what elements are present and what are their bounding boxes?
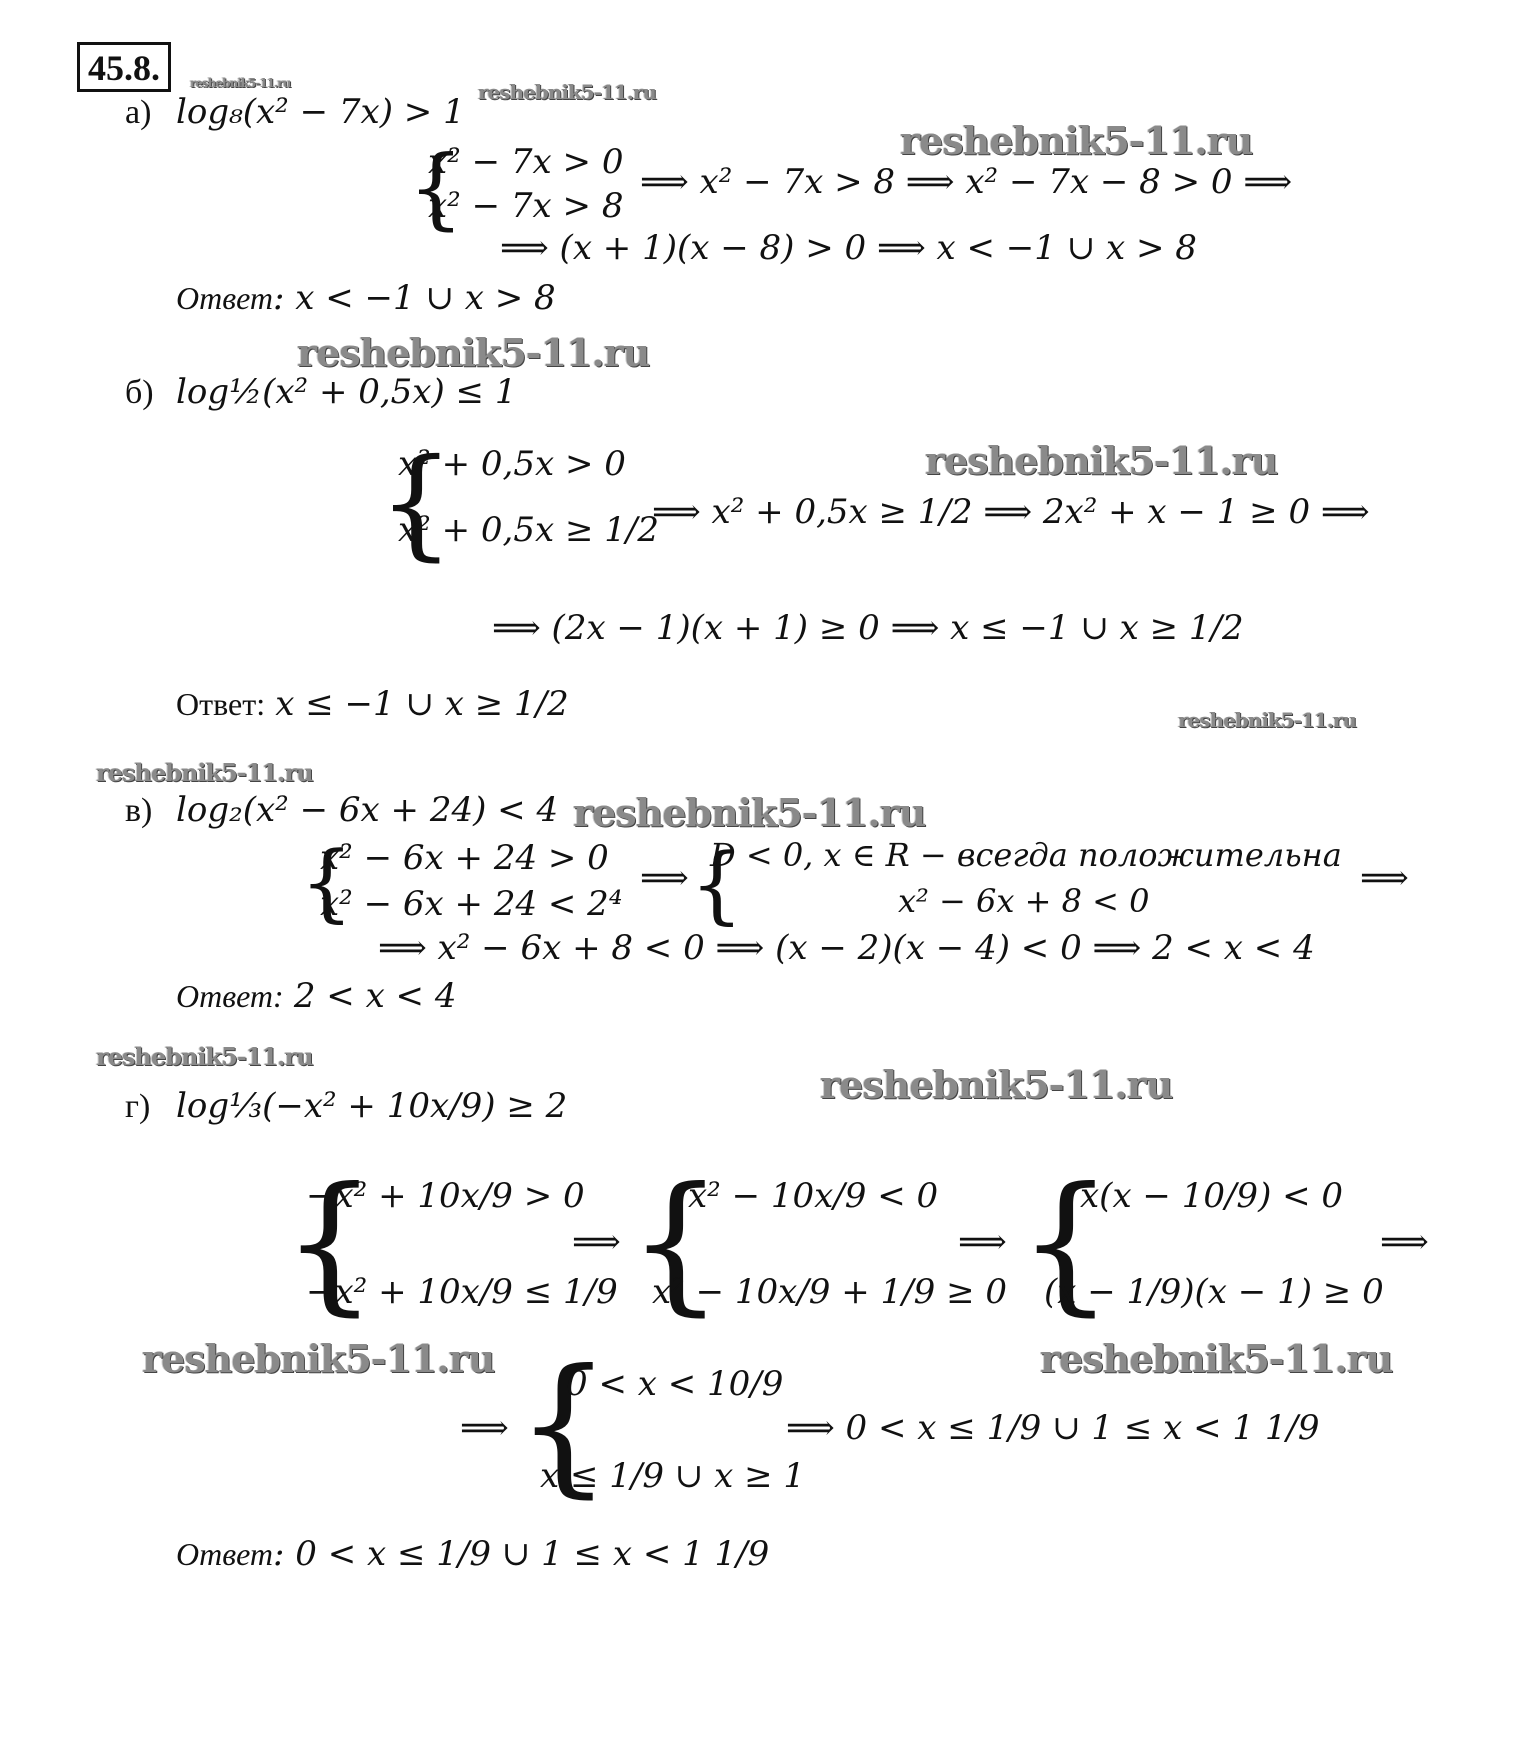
answer-value: 2 < x < 4 [293, 976, 457, 1016]
part-v-answer [176, 976, 456, 1016]
part-b-system-line-2: x² + 0,5x ≥ 1/2 [398, 510, 659, 550]
part-a-system-line-2: x² − 7x > 8 [428, 186, 624, 226]
part-v-step-1: ⟹ x² − 6x + 8 < 0 ⟹ (x − 2)(x − 4) < 0 ⟹ 2 < x < 4 [378, 928, 1315, 968]
system-brace: { [408, 136, 464, 239]
implies-sign: ⟹ [1360, 858, 1409, 898]
watermark: reshebnik5-11.ru [96, 1042, 313, 1071]
part-g-statement: log⅓(−x² + 10x/9) ≥ 2 [176, 1086, 568, 1126]
watermark: reshebnik5-11.ru [142, 1336, 495, 1381]
part-v-system-line-1: x² − 6x + 24 > 0 [320, 838, 609, 878]
system-brace: { [690, 835, 744, 933]
implies-sign: ⟹ [958, 1222, 1007, 1262]
answer-value: : 0 < x ≤ 1/9 ∪ 1 ≤ x < 1 1/9 [273, 1534, 770, 1574]
part-b-answer [176, 684, 569, 724]
part-g-system-d-line-2: x ≤ 1/9 ∪ x ≥ 1 [540, 1456, 806, 1496]
system-brace: { [282, 1156, 378, 1330]
system-brace: { [516, 1338, 612, 1512]
part-a-step-1: ⟹ x² − 7x > 8 ⟹ x² − 7x − 8 > 0 ⟹ [640, 162, 1293, 202]
system-brace: { [378, 434, 455, 573]
implies-sign: ⟹ [460, 1408, 509, 1448]
watermark: reshebnik5-11.ru [96, 758, 313, 787]
part-a-system-line-1: x² − 7x > 0 [428, 142, 624, 182]
watermark: reshebnik5-11.ru [573, 790, 926, 835]
answer-value: : x < −1 ∪ x > 8 [273, 278, 556, 318]
part-g-system-c-line-2: (x − 1/9)(x − 1) ≥ 0 [1044, 1272, 1384, 1312]
answer-value: x ≤ −1 ∪ x ≥ 1/2 [275, 684, 569, 724]
watermark: reshebnik5-11.ru [1178, 708, 1356, 732]
part-v-system-line-3: D < 0, x ∈ R − всегда положительна [710, 836, 1342, 874]
part-g-answer [176, 1534, 769, 1574]
implies-sign: ⟹ [572, 1222, 621, 1262]
part-b-step-2: ⟹ (2x − 1)(x + 1) ≥ 0 ⟹ x ≤ −1 ∪ x ≥ 1/2 [492, 608, 1244, 648]
watermark: reshebnik5-11.ru [900, 118, 1253, 163]
part-g-system-a-line-2: −x² + 10x/9 ≤ 1/9 [306, 1272, 618, 1312]
part-b-label: б) [125, 374, 154, 411]
part-g-system-b-line-1: x² − 10x/9 < 0 [688, 1176, 939, 1216]
part-g-system-d-line-1: 0 < x < 10/9 [566, 1364, 784, 1404]
watermark: reshebnik5-11.ru [1040, 1336, 1393, 1381]
part-v-system-line-4: x² − 6x + 8 < 0 [898, 882, 1150, 920]
part-a-statement: log₈(x² − 7x) > 1 [176, 92, 465, 132]
problem-number: 45.8. [77, 42, 171, 92]
answer-label: Ответ: [176, 978, 284, 1014]
part-v-statement: log₂(x² − 6x + 24) < 4 [176, 790, 559, 830]
part-b-step-1: ⟹ x² + 0,5x ≥ 1/2 ⟹ 2x² + x − 1 ≥ 0 ⟹ [652, 492, 1370, 532]
system-brace: { [628, 1156, 724, 1330]
part-a-label: а) [125, 94, 152, 131]
part-v-system-line-2: x² − 6x + 24 < 2⁴ [320, 884, 623, 924]
watermark: reshebnik5-11.ru [297, 330, 650, 375]
part-v-label: в) [125, 792, 153, 829]
part-b-statement: log½(x² + 0,5x) ≤ 1 [176, 372, 517, 412]
answer-label: Ответ: [176, 686, 266, 722]
implies-sign: ⟹ [640, 858, 689, 898]
watermark: reshebnik5-11.ru [478, 80, 656, 104]
system-brace: { [1018, 1156, 1114, 1330]
implies-sign: ⟹ [1380, 1222, 1429, 1262]
part-g-label: г) [125, 1088, 151, 1125]
part-g-system-b-line-2: x² − 10x/9 + 1/9 ≥ 0 [652, 1272, 1007, 1312]
system-brace: { [300, 833, 354, 931]
part-g-system-a-line-1: −x² + 10x/9 > 0 [306, 1176, 585, 1216]
part-b-system-line-1: x² + 0,5x > 0 [398, 444, 626, 484]
watermark: reshebnik5-11.ru [925, 438, 1278, 483]
answer-label: Ответ [176, 280, 273, 316]
part-g-result: ⟹ 0 < x ≤ 1/9 ∪ 1 ≤ x < 1 1/9 [786, 1408, 1320, 1448]
part-a-step-2: ⟹ (x + 1)(x − 8) > 0 ⟹ x < −1 ∪ x > 8 [500, 228, 1197, 268]
part-a-answer [176, 278, 556, 318]
watermark: reshebnik5-11.ru [820, 1062, 1173, 1107]
answer-label: Ответ [176, 1536, 273, 1572]
watermark: reshebnik5-11.ru [190, 76, 291, 90]
part-g-system-c-line-1: x(x − 10/9) < 0 [1080, 1176, 1344, 1216]
